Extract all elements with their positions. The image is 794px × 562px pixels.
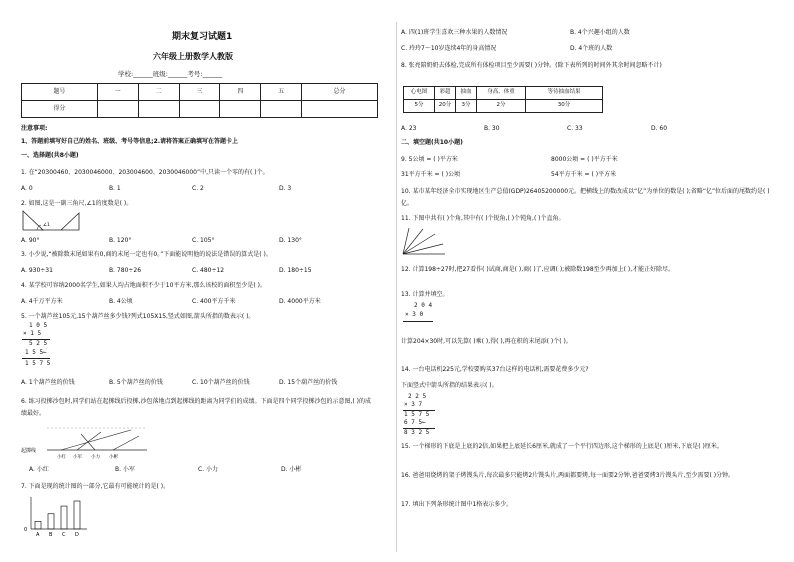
question-17: 17. 填出下列条形统计图中1格表示多少。 bbox=[401, 501, 513, 508]
question-8: 8. 张亮陪奶奶去体检,完成所有体检项目至少需要( )分钟。(除下表所列的时间外其余时间忽略不计) bbox=[401, 62, 662, 69]
question-5: 5. 一个葫芦丝105元,15个葫芦丝多少钱?列式105X15,竖式如图,箭头所指的数表示( )。 bbox=[21, 313, 255, 320]
q1-option-c[interactable]: C. 2 bbox=[192, 185, 204, 192]
health-check-value-row bbox=[404, 100, 603, 113]
question-16: 16. 爸爸用烧烤的架子烤馒头片,每次最多只能烤2片馒头片,两面都要烤,每一面要2分钟,爸爸要烤3片馒头片,至少需要( )分钟。 bbox=[401, 472, 735, 479]
question-4: 4. 某学校可容纳2000名学生,如果人均占地面积不少于10平方米,那么该校的面积至少是( )。 bbox=[21, 282, 266, 289]
q7-bar bbox=[74, 501, 80, 529]
q7-bar bbox=[35, 521, 41, 529]
score-table-score-row bbox=[22, 101, 378, 118]
question-14: 14. 一台电话机225元,学校要购买37台这样的电话机,需要花费多少元? bbox=[401, 366, 589, 373]
q5-option-b[interactable]: B. 5个葫芦丝的价钱 bbox=[109, 379, 163, 386]
question-9d: 54平方千米 = ( )平方米 bbox=[551, 171, 617, 178]
notes-heading: 注意事项: bbox=[21, 125, 48, 132]
score-cell: 五 bbox=[261, 84, 302, 101]
health-check-table bbox=[403, 86, 603, 113]
question-9c: 31平方千米 = ( )公顷 bbox=[401, 171, 461, 178]
calc-rule bbox=[403, 321, 433, 322]
angles-figure bbox=[401, 226, 447, 258]
section-choice-heading: 一、选择题(共8小题) bbox=[21, 152, 79, 159]
thrower-name: 小彬 bbox=[109, 455, 118, 460]
notes-text: 1、答题前填写好自己的姓名、班级、考号等信息;2.请将答案正确填写在答题卡上 bbox=[21, 138, 239, 145]
exam-subtitle: 六年级上册数学人教版 bbox=[153, 52, 233, 61]
triangle-ruler-figure bbox=[21, 209, 83, 233]
q7-option-d[interactable]: D. 4个班的人数 bbox=[570, 45, 613, 52]
q7-axis-zero: 0 bbox=[24, 527, 28, 533]
q8-option-b[interactable]: B. 30 bbox=[484, 125, 500, 132]
score-table bbox=[21, 83, 378, 118]
q14-calc-line: 8 3 2 5 bbox=[404, 429, 430, 436]
score-input-cell[interactable] bbox=[97, 101, 138, 118]
q8-option-d[interactable]: D. 60 bbox=[651, 125, 668, 132]
question-13-fill: 计算204×30时,可以先算( )乘( ),得( ),再在积的末尾添( )个( )。 bbox=[401, 338, 572, 345]
q13-calc-line: 2 0 4 bbox=[414, 302, 433, 309]
q8-option-c[interactable]: C. 33 bbox=[567, 125, 583, 132]
score-cell: 得分 bbox=[22, 101, 98, 118]
q5-calc-line: 5 2 5 bbox=[29, 340, 48, 347]
q14-calc-line: 6 7 5← bbox=[404, 419, 426, 426]
q4-option-d[interactable]: D. 4000平方米 bbox=[279, 298, 321, 305]
hc-cell: 30分 bbox=[526, 100, 603, 113]
q3-option-d[interactable]: D. 180÷15 bbox=[279, 267, 312, 274]
health-check-header-row bbox=[404, 87, 603, 100]
hc-cell: 抽血 bbox=[456, 87, 477, 100]
score-input-cell[interactable] bbox=[261, 101, 302, 118]
hc-cell: 20分 bbox=[435, 100, 456, 113]
q3-option-c[interactable]: C. 480÷12 bbox=[192, 267, 225, 274]
q7-bar-chart bbox=[21, 495, 91, 540]
score-input-cell[interactable] bbox=[220, 101, 261, 118]
q2-option-a[interactable]: A. 90° bbox=[21, 237, 40, 244]
exam-title: 期末复习试题1 bbox=[172, 32, 233, 42]
question-9a: 9. 5公顷 = ( )平方米 bbox=[401, 156, 458, 163]
hc-cell: 等待抽血结果 bbox=[526, 87, 603, 100]
score-input-cell[interactable] bbox=[179, 101, 220, 118]
q6-option-b[interactable]: B. 小军 bbox=[115, 466, 135, 473]
hc-cell: 心电图 bbox=[404, 87, 435, 100]
score-cell: 四 bbox=[220, 84, 261, 101]
q4-option-b[interactable]: B. 4公顷 bbox=[109, 298, 133, 305]
question-14-fill: 下面竖式中箭头所指的结果表示( )。 bbox=[401, 382, 498, 389]
q5-calc-line: 1 5 5← bbox=[25, 349, 47, 356]
q2-option-c[interactable]: C. 105° bbox=[192, 237, 215, 244]
question-11: 11. 下图中共有( )个角,其中有( )个锐角,( )个钝角,( )个直角。 bbox=[401, 215, 565, 222]
q14-calc-line: 1 5 7 5 bbox=[404, 411, 430, 418]
q13-calc-line: × 3 0 bbox=[405, 311, 424, 318]
hc-cell: 身高、体重 bbox=[477, 87, 526, 100]
question-2: 2. 如图,这是一副三角尺,∠1的度数是( )。 bbox=[21, 200, 133, 207]
column-divider bbox=[396, 22, 397, 552]
score-input-cell[interactable] bbox=[302, 101, 378, 118]
question-1: 1. 在“20300460、2030046000、203004600、2030046000”中,只读一个零的有( )个。 bbox=[21, 169, 269, 176]
q6-option-c[interactable]: C. 小力 bbox=[198, 466, 219, 473]
q2-option-d[interactable]: D. 130° bbox=[279, 237, 302, 244]
score-table-header-row bbox=[22, 84, 378, 101]
calc-rule bbox=[22, 358, 50, 359]
question-13: 13. 计算并填空。 bbox=[401, 291, 449, 298]
hc-cell: 2分 bbox=[477, 100, 526, 113]
score-cell: 题号 bbox=[22, 84, 98, 101]
question-12: 12. 计算198÷27时,把27看作( )试商,商是( ),商( )了,应调( );被除数198至少再加上( ),才能正好除尽。 bbox=[401, 266, 675, 273]
q8-option-a[interactable]: A. 23 bbox=[401, 125, 417, 132]
q5-calc-line: 1 0 5 bbox=[29, 322, 48, 329]
q7-option-c[interactable]: C. 玲玲7～10岁连续4年的身高情况 bbox=[401, 45, 497, 52]
q5-calc-line: 1 5 7 5 bbox=[25, 360, 51, 367]
angle-1-label: ∠1 bbox=[43, 223, 50, 228]
q6-option-d[interactable]: D. 小彬 bbox=[281, 466, 302, 473]
question-9b: 8000公顷 = ( )平方千米 bbox=[551, 156, 618, 163]
question-6: 6. 练习投掷沙包时,同学们站在起掷线后投掷,沙包落地点到起掷线的距离为同学们的成绩。下面是四个同学投掷沙包的示意图,( )的成绩最好。 bbox=[21, 398, 371, 417]
q7-bar bbox=[61, 506, 67, 529]
q5-option-c[interactable]: C. 10个葫芦丝的价钱 bbox=[192, 379, 250, 386]
q4-option-c[interactable]: C. 400平方千米 bbox=[192, 298, 236, 305]
question-3: 3. 小少说,“被除数末尾如果有0,商的末尾一定也有0。”下面能说明他的说法是错误的算式是( )。 bbox=[21, 251, 272, 258]
q7-category-label: D bbox=[75, 532, 79, 538]
q1-option-a[interactable]: A. 0 bbox=[21, 185, 33, 192]
q3-option-a[interactable]: A. 930÷31 bbox=[21, 267, 53, 274]
score-cell: 二 bbox=[138, 84, 179, 101]
question-10: 10. 某市某年经济全市实现地区生产总值(GDP)26405200000元。把横线上的数改成以“亿”为单位的数是( );省略“亿”位后面的尾数约是( )亿。 bbox=[401, 188, 770, 207]
q14-calc-line: 2 2 5 bbox=[408, 393, 427, 400]
q7-category-label: C bbox=[62, 532, 66, 538]
q1-option-d[interactable]: D. 3 bbox=[279, 185, 292, 192]
thrower-name: 小力 bbox=[91, 455, 100, 460]
q7-category-label: A bbox=[36, 532, 40, 538]
q7-category-label: B bbox=[49, 532, 53, 538]
thrower-name: 小红 bbox=[57, 455, 66, 460]
q7-bar bbox=[48, 514, 54, 529]
hc-cell: 3分 bbox=[456, 100, 477, 113]
q6-option-a[interactable]: A. 小红 bbox=[29, 466, 49, 473]
hc-cell: 彩超 bbox=[435, 87, 456, 100]
score-cell: 一 bbox=[97, 84, 138, 101]
q7-option-b[interactable]: B. 4个兴趣小组的人数 bbox=[570, 29, 630, 36]
score-cell: 总分 bbox=[302, 84, 378, 101]
thrower-name: 小军 bbox=[73, 455, 82, 460]
q7-option-a[interactable]: A. 四(1)班学生喜欢三种水果的人数情况 bbox=[401, 29, 508, 36]
student-info-line: 学校:______班级:______考号:______ bbox=[118, 70, 223, 78]
q3-option-b[interactable]: B. 780÷26 bbox=[109, 267, 142, 274]
score-input-cell[interactable] bbox=[138, 101, 179, 118]
sandbag-throw-diagram bbox=[21, 426, 151, 462]
q2-option-b[interactable]: B. 120° bbox=[109, 237, 132, 244]
q5-option-a[interactable]: A. 1个葫芦丝的价钱 bbox=[21, 379, 75, 386]
throw-line-label: 起掷线 bbox=[21, 448, 37, 454]
q5-option-d[interactable]: D. 15个葫芦丝的价钱 bbox=[279, 379, 338, 386]
score-cell: 三 bbox=[179, 84, 220, 101]
hc-cell: 5分 bbox=[404, 100, 435, 113]
question-7: 7. 下面是现的统计图的一部分,它最有可能统计的是( )。 bbox=[21, 483, 170, 490]
q4-option-a[interactable]: A. 4千万平方米 bbox=[21, 298, 63, 305]
section-fill-heading: 二、填空题(共10小题) bbox=[401, 139, 463, 146]
q1-option-b[interactable]: B. 1 bbox=[109, 185, 121, 192]
q5-calc-line: × 1 5 bbox=[23, 330, 42, 337]
question-15: 15. 一个梯形的下底是上底的2倍,如果把上底延长6厘米,就成了一个平行四边形,这个梯形的上底是( )厘米,下底是( )厘米。 bbox=[401, 443, 723, 450]
q14-calc-line: × 3 7 bbox=[404, 401, 423, 408]
